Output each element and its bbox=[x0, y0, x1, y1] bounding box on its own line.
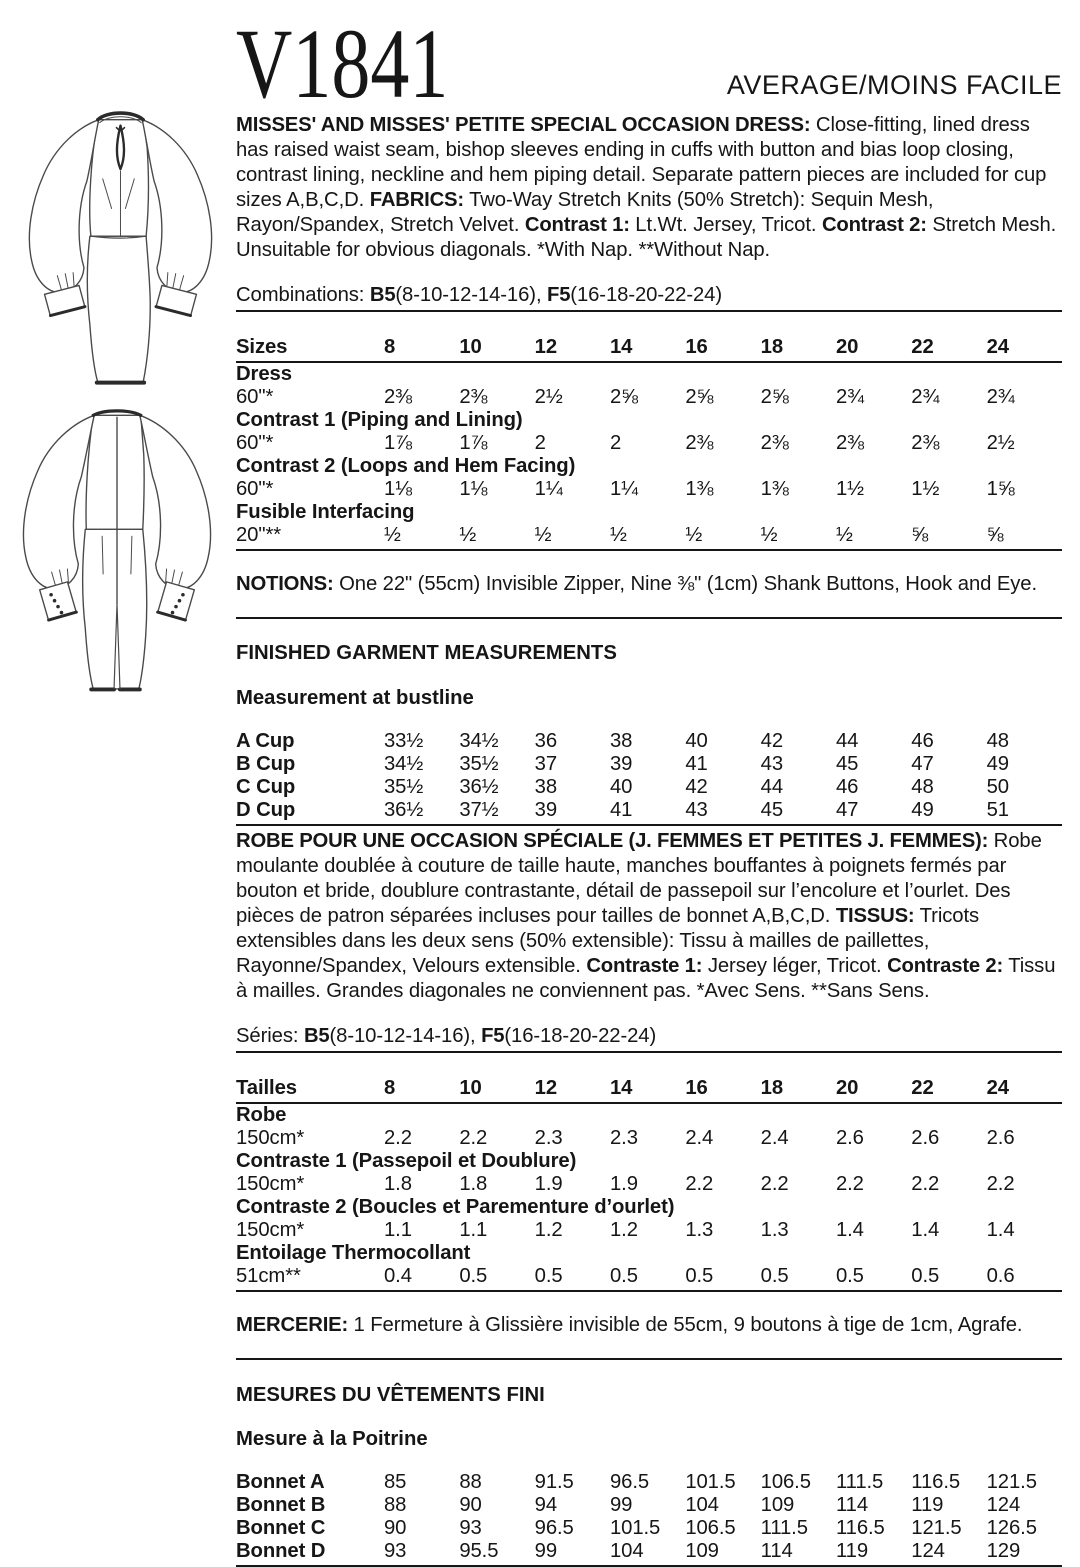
table-row bbox=[236, 1540, 1062, 1563]
table-cell-value: ½ bbox=[609, 523, 627, 546]
table-cell-value: 41 bbox=[685, 753, 708, 776]
table-cell-value: 2½ bbox=[986, 431, 1015, 454]
table-cell-value: 99 bbox=[609, 1494, 633, 1517]
table-row bbox=[236, 478, 1062, 501]
dress-back-illustration bbox=[4, 394, 232, 739]
bold-text-run: MISSES' AND MISSES' PETITE SPECIAL OCCASION DRESS: bbox=[236, 114, 811, 136]
size-column-header: 12 bbox=[535, 1074, 610, 1103]
table-cell-value: 109 bbox=[760, 1494, 795, 1517]
table-cell-value: 1.2 bbox=[609, 1218, 638, 1241]
table-cell-value: 2.2 bbox=[760, 1172, 789, 1195]
table-cell-value: 106.5 bbox=[685, 1517, 736, 1540]
table-row bbox=[236, 1103, 1062, 1127]
table-cell-value: 2.3 bbox=[534, 1126, 563, 1149]
table-cell-value: 2.3 bbox=[609, 1126, 638, 1149]
finished-measurements-subtitle-en: Measurement at bustline bbox=[236, 686, 474, 709]
table-row bbox=[236, 1265, 1062, 1288]
table-section-label: Robe bbox=[236, 1103, 287, 1126]
text-run: (16-18-20-22-24) bbox=[504, 1025, 657, 1048]
bold-text-run: MERCERIE: bbox=[236, 1313, 349, 1336]
table-row bbox=[236, 1196, 1062, 1219]
table-cell-value: 0.4 bbox=[384, 1264, 412, 1287]
series-line bbox=[236, 1024, 1062, 1053]
table-cell-value: 2.6 bbox=[835, 1126, 864, 1149]
table-row-label: 60"* bbox=[236, 385, 274, 408]
masthead bbox=[236, 0, 1062, 119]
table-cell-value: 40 bbox=[609, 776, 633, 799]
table-header-row bbox=[236, 333, 1062, 362]
bold-text-run: Contrast 2: bbox=[821, 214, 927, 236]
table-cell-value: 96.5 bbox=[534, 1517, 574, 1540]
size-column-header: 8 bbox=[384, 333, 459, 362]
table-cell-value: 38 bbox=[534, 776, 558, 799]
table-row-label: Bonnet D bbox=[236, 1540, 326, 1563]
table-cell-value: 0.5 bbox=[835, 1264, 864, 1287]
table-row bbox=[236, 1494, 1062, 1517]
table-cell-value: 1⅜ bbox=[685, 477, 714, 500]
table-cell-value: 2.2 bbox=[685, 1172, 714, 1195]
description-fr bbox=[236, 829, 1062, 1004]
bold-text-run: Contrast 1: bbox=[524, 214, 630, 236]
table-cell-value: 2.2 bbox=[384, 1126, 412, 1149]
size-column-header: 10 bbox=[459, 1074, 534, 1103]
table-section-label: Contrast 1 (Piping and Lining) bbox=[236, 408, 523, 431]
size-column-header: 14 bbox=[610, 1074, 685, 1103]
table-row bbox=[236, 501, 1062, 524]
table-cell-value: 121.5 bbox=[986, 1471, 1037, 1494]
measurement-table bbox=[236, 730, 1062, 822]
table-cell-value: ½ bbox=[384, 523, 401, 546]
table-cell-value: 0.5 bbox=[685, 1264, 714, 1287]
bold-text-run: Contraste 1: bbox=[586, 955, 703, 978]
table-cell-value: 2.6 bbox=[911, 1126, 940, 1149]
table-cell-value: 39 bbox=[534, 799, 558, 822]
table-cell-value: 91.5 bbox=[534, 1471, 574, 1494]
mercerie-line bbox=[236, 1312, 1062, 1338]
table-cell-value: 38 bbox=[609, 730, 633, 753]
table-row bbox=[236, 409, 1062, 432]
table-cell-value: 2⅜ bbox=[835, 431, 864, 454]
table-cell-value: 109 bbox=[685, 1540, 719, 1563]
table-cell-value: 35½ bbox=[459, 753, 499, 776]
size-column-header: 10 bbox=[459, 333, 534, 362]
table-cell-value: 1.9 bbox=[534, 1172, 563, 1195]
table-row bbox=[236, 1219, 1062, 1242]
table-cell-value: ⅝ bbox=[986, 523, 1004, 546]
table-cell-value: 48 bbox=[986, 730, 1009, 753]
table-cell-value: 0.5 bbox=[459, 1264, 488, 1287]
combinations-line bbox=[236, 283, 1062, 312]
text-run: One 22" (55cm) Invisible Zipper, Nine ⅜" (1cm) Shank Buttons, Hook and Eye. bbox=[333, 572, 1038, 595]
table-cell-value: 88 bbox=[459, 1471, 482, 1494]
table-cell-value: 1.1 bbox=[384, 1218, 412, 1241]
table-row bbox=[236, 753, 1062, 776]
finished-measurements-title-fr: MESURES DU VÊTEMENTS FINI bbox=[236, 1383, 545, 1406]
table-cell-value: 104 bbox=[609, 1540, 644, 1563]
table-cell-value: 37 bbox=[534, 753, 558, 776]
section-rule bbox=[236, 1358, 1062, 1360]
table-cell-value: 1.3 bbox=[760, 1218, 789, 1241]
table-cell-value: 1⅝ bbox=[986, 477, 1015, 500]
table-row-label: 60"* bbox=[236, 431, 274, 454]
table-cell-value: 1¼ bbox=[609, 477, 638, 500]
size-column-header: 24 bbox=[987, 1074, 1062, 1103]
table-cell-value: 35½ bbox=[384, 776, 424, 799]
table-cell-value: 1.4 bbox=[986, 1218, 1015, 1241]
table-row bbox=[236, 455, 1062, 478]
size-column-header: 16 bbox=[685, 333, 760, 362]
table-cell-value: ½ bbox=[835, 523, 853, 546]
table-row bbox=[236, 432, 1062, 455]
table-row-label: Bonnet C bbox=[236, 1517, 326, 1540]
table-cell-value: 2¾ bbox=[986, 385, 1015, 408]
table-cell-value: 2.2 bbox=[911, 1172, 940, 1195]
table-cell-value: 2.2 bbox=[986, 1172, 1015, 1195]
table-cell-value: 2¾ bbox=[835, 385, 864, 408]
text-run: 1 Fermeture à Glissière invisible de 55cm, 9 boutons à tige de 1cm, Agrafe. bbox=[348, 1313, 1023, 1336]
table-cell-value: 43 bbox=[760, 753, 783, 776]
size-column-header: 12 bbox=[535, 333, 610, 362]
table-cell-value: 1.4 bbox=[911, 1218, 940, 1241]
table-row-label: Bonnet A bbox=[236, 1471, 325, 1494]
table-cell-value: 39 bbox=[609, 753, 633, 776]
measurement-table bbox=[236, 1074, 1062, 1288]
size-column-header: 18 bbox=[761, 333, 836, 362]
table-cell-value: 116.5 bbox=[911, 1471, 961, 1494]
table-cell-value: 93 bbox=[459, 1517, 482, 1540]
table-row bbox=[236, 730, 1062, 753]
table-cell-value: 1.8 bbox=[459, 1172, 488, 1195]
table-row-label: 150cm* bbox=[236, 1218, 305, 1241]
table-row-label: Bonnet B bbox=[236, 1494, 326, 1517]
table-cell-value: 106.5 bbox=[760, 1471, 811, 1494]
table-cell-value: ⅝ bbox=[911, 523, 929, 546]
section-rule bbox=[236, 1290, 1062, 1292]
table-cell-value: 49 bbox=[986, 753, 1009, 776]
text-run: (8-10-12-14-16), bbox=[395, 284, 548, 307]
table-cell-value: 124 bbox=[911, 1540, 945, 1563]
table-row bbox=[236, 1471, 1062, 1494]
description-en bbox=[236, 113, 1062, 263]
table-section-label: Fusible Interfacing bbox=[236, 500, 415, 523]
table-cell-value: 111.5 bbox=[835, 1471, 884, 1494]
text-run: Lt.Wt. Jersey, Tricot. bbox=[629, 214, 822, 236]
bold-text-run: F5 bbox=[481, 1025, 505, 1048]
measurement-table bbox=[236, 1471, 1062, 1563]
table-cell-value: 1.8 bbox=[384, 1172, 412, 1195]
table-cell-value: 1¼ bbox=[534, 477, 563, 500]
table-cell-value: 119 bbox=[911, 1494, 944, 1517]
size-column-header: 22 bbox=[911, 1074, 986, 1103]
table-row bbox=[236, 1127, 1062, 1150]
table-cell-value: 47 bbox=[911, 753, 934, 776]
table-cell-value: 2⅝ bbox=[760, 385, 789, 408]
table-cell-value: ½ bbox=[534, 523, 552, 546]
text-run: Tricots extensibles dans les deux sens (50% extensible): Tissu à mailles de paillettes, Rayonne/Spandex, Velours extensible. bbox=[236, 905, 980, 978]
table-cell-value: 0.5 bbox=[760, 1264, 789, 1287]
table-header-row bbox=[236, 1074, 1062, 1103]
table-cell-value: 1⅞ bbox=[384, 431, 412, 454]
table-cell-value: 93 bbox=[384, 1540, 407, 1563]
table-cell-value: 36½ bbox=[384, 799, 424, 822]
table-cell-value: 2.4 bbox=[685, 1126, 714, 1149]
notions-line bbox=[236, 571, 1062, 597]
table-row-label: 150cm* bbox=[236, 1126, 305, 1149]
table-cell-value: ½ bbox=[459, 523, 477, 546]
size-column-header: 14 bbox=[610, 333, 685, 362]
table-cell-value: 126.5 bbox=[986, 1517, 1037, 1540]
table-cell-value: 1.9 bbox=[609, 1172, 638, 1195]
table-cell-value: 2⅜ bbox=[911, 431, 940, 454]
size-column-header: 8 bbox=[384, 1074, 459, 1103]
section-rule bbox=[236, 617, 1062, 619]
table-cell-value: 33½ bbox=[384, 730, 424, 753]
table-cell-value: 34½ bbox=[384, 753, 424, 776]
table-section-label: Dress bbox=[236, 362, 292, 385]
table-cell-value: 42 bbox=[760, 730, 783, 753]
table-cell-value: 46 bbox=[911, 730, 934, 753]
size-column-header: 16 bbox=[685, 1074, 760, 1103]
yardage-table-en bbox=[236, 333, 1062, 547]
table-cell-value: 2⅜ bbox=[384, 385, 412, 408]
bold-text-run: F5 bbox=[547, 284, 571, 307]
text-run: Séries: bbox=[236, 1025, 304, 1048]
table-cell-value: 2⅜ bbox=[459, 385, 488, 408]
table-cell-value: ½ bbox=[685, 523, 703, 546]
table-cell-value: 96.5 bbox=[609, 1471, 650, 1494]
table-cell-value: 50 bbox=[986, 776, 1009, 799]
table-cell-value: 0.5 bbox=[534, 1264, 563, 1287]
table-cell-value: 121.5 bbox=[911, 1517, 962, 1540]
table-cell-value: 1⅜ bbox=[760, 477, 789, 500]
table-cell-value: 1⅛ bbox=[459, 477, 488, 500]
table-cell-value: 48 bbox=[911, 776, 934, 799]
table-cell-value: 2⅜ bbox=[685, 431, 714, 454]
table-cell-value: 94 bbox=[534, 1494, 558, 1517]
table-cell-value: 49 bbox=[911, 799, 934, 822]
table-cell-value: 2⅜ bbox=[760, 431, 789, 454]
table-section-label: Contraste 1 (Passepoil et Doublure) bbox=[236, 1149, 577, 1172]
size-column-header: 20 bbox=[836, 1074, 911, 1103]
text-run: Combinations: bbox=[236, 284, 370, 307]
table-cell-value: 119 bbox=[835, 1540, 869, 1563]
table-cell-value: 0.5 bbox=[911, 1264, 940, 1287]
yardage-table-fr bbox=[236, 1074, 1062, 1288]
table-cell-value: 1.2 bbox=[534, 1218, 563, 1241]
table-row bbox=[236, 1150, 1062, 1173]
difficulty-label: AVERAGE/MOINS FACILE bbox=[726, 70, 1062, 100]
table-cell-value: 101.5 bbox=[685, 1471, 736, 1494]
pattern-envelope-back bbox=[236, 0, 1062, 1567]
table-cell-value: 0.6 bbox=[986, 1264, 1015, 1287]
table-cell-value: 51 bbox=[986, 799, 1009, 822]
dress-front-illustration bbox=[8, 96, 230, 396]
table-row-label: 150cm* bbox=[236, 1172, 305, 1195]
table-cell-value: 2¾ bbox=[911, 385, 940, 408]
table-row bbox=[236, 524, 1062, 547]
table-row bbox=[236, 1173, 1062, 1196]
table-row bbox=[236, 1517, 1062, 1540]
bold-text-run: ROBE POUR UNE OCCASION SPÉCIALE (J. FEMMES ET PETITES J. FEMMES): bbox=[236, 830, 989, 853]
bold-text-run: Contraste 2: bbox=[887, 955, 1004, 978]
table-cell-value: ½ bbox=[760, 523, 778, 546]
text-run: Jersey léger, Tricot. bbox=[702, 955, 888, 978]
table-row-label: D Cup bbox=[236, 799, 296, 822]
table-cell-value: 1½ bbox=[835, 477, 864, 500]
table-cell-value: 44 bbox=[835, 730, 859, 753]
table-cell-value: 46 bbox=[835, 776, 859, 799]
table-cell-value: 47 bbox=[835, 799, 859, 822]
table-cell-value: 114 bbox=[760, 1540, 793, 1563]
table-cell-value: 42 bbox=[685, 776, 708, 799]
table-row bbox=[236, 799, 1062, 822]
table-row bbox=[236, 1242, 1062, 1265]
table-row bbox=[236, 776, 1062, 799]
table-cell-value: 2.4 bbox=[760, 1126, 789, 1149]
size-column-header: 18 bbox=[761, 1074, 836, 1103]
bold-text-run: FABRICS: bbox=[369, 189, 464, 211]
table-cell-value: 129 bbox=[986, 1540, 1021, 1563]
table-cell-value: 124 bbox=[986, 1494, 1021, 1517]
table-cell-value: 1.4 bbox=[835, 1218, 864, 1241]
size-column-header: 20 bbox=[836, 333, 911, 362]
table-cell-value: 2½ bbox=[534, 385, 563, 408]
table-row-label: 20"** bbox=[236, 523, 282, 546]
table-cell-value: 45 bbox=[760, 799, 783, 822]
finished-measurements-subtitle-fr: Mesure à la Poitrine bbox=[236, 1427, 428, 1450]
table-cell-value: 111.5 bbox=[760, 1517, 808, 1540]
text-run: (16-18-20-22-24) bbox=[570, 284, 723, 307]
table-section-label: Entoilage Thermocollant bbox=[236, 1241, 471, 1264]
table-cell-value: 2 bbox=[534, 431, 546, 454]
table-cell-value: 116.5 bbox=[835, 1517, 885, 1540]
table-cell-value: 99 bbox=[534, 1540, 558, 1563]
pattern-number: V1841 bbox=[236, 8, 449, 119]
text-run: Tissu à mailles. Grandes diagonales ne conviennent pas. *Avec Sens. **Sans Sens. bbox=[236, 955, 1056, 1003]
table-row-label: 60"* bbox=[236, 477, 274, 500]
table-cell-value: 36½ bbox=[459, 776, 499, 799]
table-cell-value: 43 bbox=[685, 799, 708, 822]
table-row-label: B Cup bbox=[236, 753, 296, 776]
measurement-table bbox=[236, 333, 1062, 547]
table-cell-value: 2 bbox=[609, 431, 622, 454]
table-cell-value: 101.5 bbox=[609, 1517, 661, 1540]
text-run: (8-10-12-14-16), bbox=[329, 1025, 482, 1048]
text-run: Two-Way Stretch Knits (50% Stretch): Sequin Mesh, Rayon/Spandex, Stretch Velvet. bbox=[236, 189, 934, 236]
finished-table-fr bbox=[236, 1471, 1062, 1563]
table-cell-value: 2.2 bbox=[835, 1172, 864, 1195]
table-cell-value: 36 bbox=[534, 730, 558, 753]
table-cell-value: 1½ bbox=[911, 477, 940, 500]
table-section-label: Contraste 2 (Boucles et Parementure d’ourlet) bbox=[236, 1195, 675, 1218]
table-cell-value: 1⅞ bbox=[459, 431, 488, 454]
text-run: Close-fitting, lined dress has raised waist seam, bishop sleeves ending in cuffs with button and bias loop closing, contrast lining, neckline and hem piping detail. Separate pattern pieces are included for cup sizes A,B,C,D. bbox=[236, 114, 1047, 211]
size-column-header: 24 bbox=[987, 333, 1062, 362]
table-cell-value: 37½ bbox=[459, 799, 499, 822]
table-row-label: C Cup bbox=[236, 776, 296, 799]
table-cell-value: 90 bbox=[384, 1517, 407, 1540]
table-cell-value: 2.2 bbox=[459, 1126, 488, 1149]
table-cell-value: 1.3 bbox=[685, 1218, 714, 1241]
table-cell-value: 2.6 bbox=[986, 1126, 1015, 1149]
finished-measurements-title-en: FINISHED GARMENT MEASUREMENTS bbox=[236, 642, 617, 665]
table-cell-value: 90 bbox=[459, 1494, 482, 1517]
table-section-label: Contrast 2 (Loops and Hem Facing) bbox=[236, 454, 576, 477]
section-rule bbox=[236, 824, 1062, 826]
table-cell-value: 1⅛ bbox=[384, 477, 412, 500]
bold-text-run: NOTIONS: bbox=[236, 572, 334, 595]
table-cell-value: 0.5 bbox=[609, 1264, 638, 1287]
bold-text-run: B5 bbox=[369, 284, 396, 307]
table-cell-value: 1.1 bbox=[459, 1218, 488, 1241]
table-cell-value: 45 bbox=[835, 753, 859, 776]
table-row-label: A Cup bbox=[236, 730, 295, 753]
text-run: Stretch Mesh. Unsuitable for obvious diagonals. *With Nap. **Without Nap. bbox=[236, 214, 1057, 261]
table-cell-value: 44 bbox=[760, 776, 783, 799]
section-rule bbox=[236, 549, 1062, 551]
table-cell-value: 85 bbox=[384, 1471, 407, 1494]
bold-text-run: TISSUS: bbox=[835, 905, 915, 928]
table-cell-value: 104 bbox=[685, 1494, 719, 1517]
text-run: Robe moulante doublée à couture de taille haute, manches bouffantes à poignets fermés par bouton et bride, doublure contrastante, détail de passepoil sur l’encolure et l’ourlet. Des pièces de patron séparées incluses pour tailles de bonnet A,B,C,D. bbox=[236, 830, 1042, 928]
table-cell-value: 114 bbox=[835, 1494, 869, 1517]
table-cell-value: 34½ bbox=[459, 730, 499, 753]
table-header-label: Sizes bbox=[236, 333, 384, 362]
bold-text-run: B5 bbox=[303, 1025, 330, 1048]
table-cell-value: 88 bbox=[384, 1494, 407, 1517]
table-cell-value: 2⅝ bbox=[609, 385, 638, 408]
table-cell-value: 40 bbox=[685, 730, 708, 753]
table-header-label: Tailles bbox=[236, 1074, 384, 1103]
table-row-label: 51cm** bbox=[236, 1264, 301, 1287]
table-cell-value: 2⅝ bbox=[685, 385, 714, 408]
finished-table-en bbox=[236, 730, 1062, 822]
size-column-header: 22 bbox=[911, 333, 986, 362]
table-row bbox=[236, 386, 1062, 409]
table-row bbox=[236, 362, 1062, 386]
table-cell-value: 41 bbox=[609, 799, 633, 822]
table-cell-value: 95.5 bbox=[459, 1540, 499, 1563]
